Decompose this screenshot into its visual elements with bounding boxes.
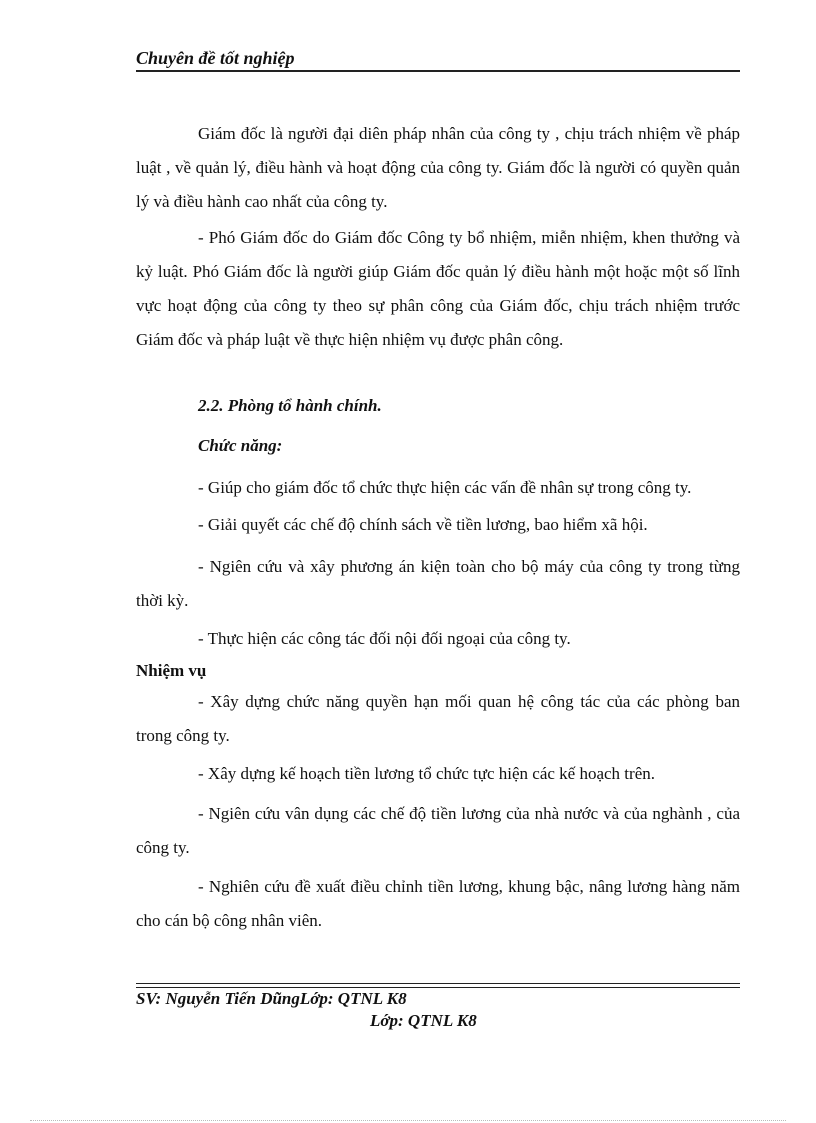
paragraph-deputy-director: - Phó Giám đốc do Giám đốc Công ty bổ nhiệm, miễn nhiệm, khen thưởng và kỷ luật. Phó Giám đốc là người giúp Giám đốc quản lý điều hành một hoặc một số lĩnh vực hoạt động của công ty theo sự phân công của Giám đốc, chịu trách nhiệm trước Giám đốc và pháp luật về thực hiện nhiệm vụ được phân công.	[136, 228, 740, 349]
duty-item: - Nghiên cứu đề xuất điều chỉnh tiền lương, khung bậc, nâng lương hàng năm cho cán bộ công nhân viên.	[136, 877, 740, 930]
function-heading: Chức năng:	[198, 436, 283, 455]
duty-heading: Nhiệm vụ	[136, 661, 207, 680]
footer-student-class: SV: Nguyễn Tiến DũngLớp: QTNL K8	[136, 989, 407, 1008]
page-header-title: Chuyên đề tốt nghiệp	[136, 48, 295, 68]
header-divider	[136, 70, 740, 72]
duty-item: - Xây dựng kế hoạch tiền lương tổ chức tực hiện các kế hoạch trên.	[198, 764, 655, 783]
section-heading: 2.2. Phòng tổ hành chính.	[198, 396, 382, 415]
duty-item: - Xây dựng chức năng quyền hạn mối quan hệ công tác của các phòng ban trong công ty.	[136, 692, 740, 745]
function-item: - Giải quyết các chế độ chính sách về tiền lương, bao hiểm xã hội.	[198, 515, 648, 534]
footer-class: Lớp: QTNL K8	[370, 1011, 477, 1030]
footer-divider	[136, 987, 740, 988]
function-item: - Giúp cho giám đốc tổ chức thực hiện các vấn đề nhân sự trong công ty.	[198, 478, 692, 497]
paragraph-director: Giám đốc là người đại diên pháp nhân của công ty , chịu trách nhiệm về pháp luật , về quản lý, điều hành và hoạt động của công ty. Giám đốc là người có quyền quản lý và điều hành cao nhất của công ty.	[136, 124, 740, 211]
page-edge	[30, 1120, 786, 1121]
footer-divider	[136, 983, 740, 984]
function-item: - Thực hiện các công tác đối nội đối ngoại của công ty.	[198, 629, 571, 648]
duty-item: - Ngiên cứu vân dụng các chế độ tiền lương của nhà nước và của nghành , của công ty.	[136, 804, 740, 857]
function-item: - Ngiên cứu và xây phương án kiện toàn cho bộ máy của công ty trong từng thời kỳ.	[136, 557, 740, 610]
